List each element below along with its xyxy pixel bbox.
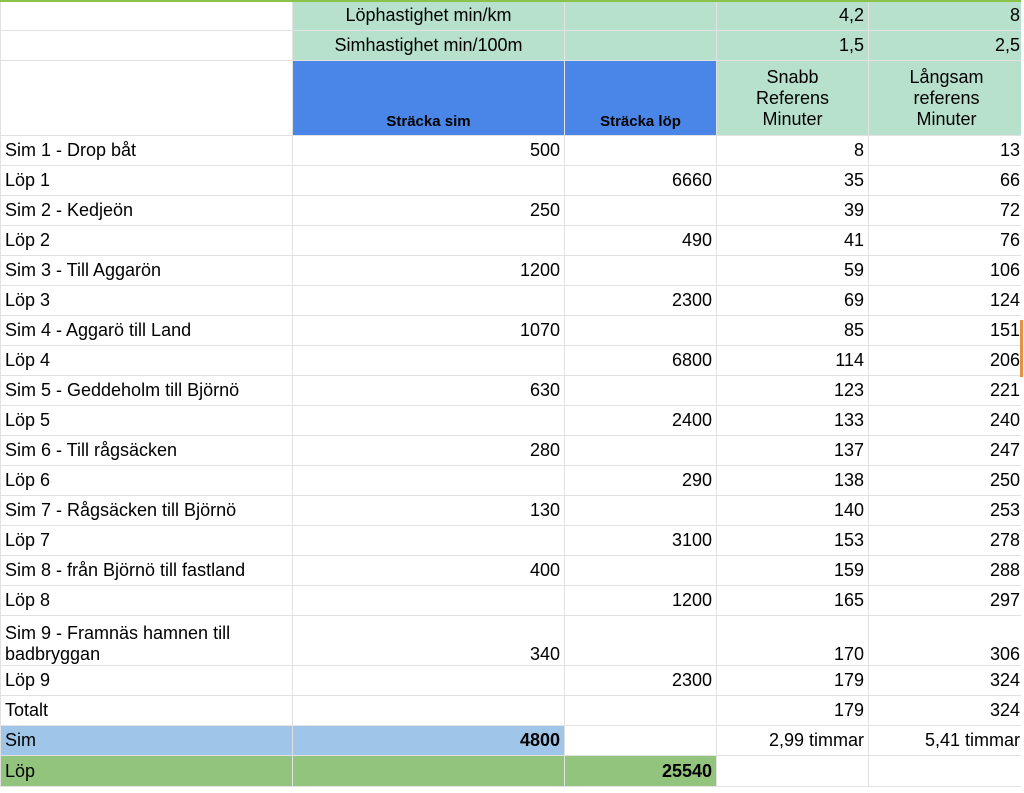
fast-minutes-cell[interactable]: 179 [717,666,869,696]
run-distance-cell[interactable]: 3100 [565,526,717,556]
slow-minutes-cell[interactable]: 247 [869,436,1024,466]
header-run-distance[interactable]: Sträcka löp [565,61,717,136]
run-distance-cell[interactable]: 490 [565,226,717,256]
leg-name-cell[interactable]: Sim 4 - Aggarö till Land [1,316,293,346]
leg-name-cell[interactable]: Löp 6 [1,466,293,496]
run-speed-label[interactable]: Löphastighet min/km [293,1,565,31]
run-distance-cell[interactable] [565,696,717,726]
header-slow-line-2: referens [913,87,980,108]
leg-name-cell[interactable]: Löp 1 [1,166,293,196]
slow-minutes-cell[interactable]: 253 [869,496,1024,526]
run-distance-cell[interactable] [565,316,717,346]
column-header-row [1,61,1024,136]
slow-minutes-cell[interactable]: 13 [869,136,1024,166]
swim-speed-fast[interactable]: 1,5 [717,31,869,61]
table-row [1,556,1024,586]
leg-name-cell[interactable]: Sim 2 - Kedjeön [1,196,293,226]
swim-distance-cell[interactable]: 1200 [293,256,565,286]
slow-minutes-cell[interactable]: 76 [869,226,1024,256]
cell-blank[interactable] [565,726,717,756]
run-distance-cell[interactable] [565,436,717,466]
slow-minutes-cell[interactable]: 297 [869,586,1024,616]
fast-minutes-cell[interactable]: 39 [717,196,869,226]
swim-distance-cell[interactable] [293,466,565,496]
table-row [1,316,1024,346]
fast-minutes-cell[interactable]: 179 [717,696,869,726]
fast-minutes-cell[interactable]: 133 [717,406,869,436]
cell-blank[interactable] [565,1,717,31]
swim-distance-cell[interactable]: 1070 [293,316,565,346]
slow-minutes-cell[interactable]: 221 [869,376,1024,406]
table-row [1,586,1024,616]
fast-minutes-cell[interactable]: 85 [717,316,869,346]
param-row-run [1,1,1024,31]
cell-blank[interactable] [565,31,717,61]
fast-minutes-cell[interactable]: 8 [717,136,869,166]
fast-minutes-cell[interactable]: 41 [717,226,869,256]
fast-minutes-cell[interactable]: 114 [717,346,869,376]
summary-row-lop [1,756,1024,787]
leg-name-cell[interactable]: Sim 1 - Drop båt [1,136,293,166]
swim-distance-cell[interactable]: 250 [293,196,565,226]
swim-distance-cell[interactable]: 340 [293,616,565,666]
leg-name-cell[interactable]: Sim 9 - Framnäs hamnen till badbryggan [1,616,293,666]
swim-distance-cell[interactable]: 630 [293,376,565,406]
swim-distance-cell[interactable] [293,166,565,196]
run-speed-fast[interactable]: 4,2 [717,1,869,31]
swim-speed-slow[interactable]: 2,5 [869,31,1024,61]
fast-minutes-cell[interactable]: 35 [717,166,869,196]
summary-sim-label[interactable]: Sim [1,726,293,756]
header-fast-line-2: Referens [755,87,830,108]
summary-row-sim [1,726,1024,756]
run-distance-cell[interactable] [565,256,717,286]
run-distance-cell[interactable] [565,376,717,406]
slow-minutes-cell[interactable]: 278 [869,526,1024,556]
fast-minutes-cell[interactable]: 138 [717,466,869,496]
summary-lop-label[interactable]: Löp [1,756,293,787]
slow-minutes-cell[interactable]: 240 [869,406,1024,436]
table-row [1,376,1024,406]
cell-blank[interactable] [1,31,293,61]
leg-name-cell[interactable]: Löp 7 [1,526,293,556]
slow-minutes-cell[interactable]: 124 [869,286,1024,316]
fast-minutes-cell[interactable]: 159 [717,556,869,586]
header-slow-reference[interactable] [869,61,1024,136]
header-fast-reference[interactable] [717,61,869,136]
run-distance-cell[interactable]: 6800 [565,346,717,376]
leg-name-cell[interactable]: Löp 3 [1,286,293,316]
leg-name-cell[interactable]: Totalt [1,696,293,726]
run-speed-slow[interactable]: 8 [869,1,1024,31]
table-row [1,196,1024,226]
leg-name-cell[interactable]: Sim 6 - Till rågsäcken [1,436,293,466]
table-row [1,696,1024,726]
table-row [1,226,1024,256]
header-slow-line-1: Långsam [909,66,984,87]
slow-minutes-cell[interactable]: 72 [869,196,1024,226]
summary-fast-hours[interactable]: 2,99 timmar [717,726,869,756]
run-distance-cell[interactable]: 2300 [565,666,717,696]
leg-name-cell[interactable]: Löp 2 [1,226,293,256]
fast-minutes-cell[interactable]: 153 [717,526,869,556]
cell-blank[interactable] [1,61,293,136]
header-fast-line-1: Snabb [766,66,819,87]
leg-name-cell[interactable]: Löp 5 [1,406,293,436]
swim-distance-cell[interactable] [293,226,565,256]
table-row [1,136,1024,166]
run-distance-cell[interactable]: 6660 [565,166,717,196]
run-distance-cell[interactable] [565,556,717,586]
run-distance-cell[interactable]: 2400 [565,406,717,436]
fast-minutes-cell[interactable]: 170 [717,616,869,666]
run-distance-cell[interactable] [565,496,717,526]
swim-speed-label[interactable]: Simhastighet min/100m [293,31,565,61]
run-distance-cell[interactable] [565,616,717,666]
fast-minutes-cell[interactable]: 165 [717,586,869,616]
table-row [1,526,1024,556]
cell-blank[interactable] [293,756,565,787]
run-distance-cell[interactable]: 1200 [565,586,717,616]
slow-minutes-cell[interactable]: 324 [869,666,1024,696]
slow-minutes-cell[interactable]: 288 [869,556,1024,586]
table-row [1,346,1024,376]
slow-minutes-cell[interactable]: 206 [869,346,1024,376]
fast-minutes-cell[interactable]: 137 [717,436,869,466]
run-distance-cell[interactable] [565,196,717,226]
table-row [1,436,1024,466]
run-distance-cell[interactable] [565,136,717,166]
slow-minutes-cell[interactable]: 106 [869,256,1024,286]
swim-distance-cell[interactable] [293,586,565,616]
swim-distance-cell[interactable] [293,666,565,696]
run-distance-cell[interactable]: 2300 [565,286,717,316]
swim-distance-cell[interactable] [293,696,565,726]
table-row [1,466,1024,496]
swim-distance-cell[interactable] [293,286,565,316]
run-distance-cell[interactable]: 290 [565,466,717,496]
cell-blank[interactable] [869,756,1024,787]
header-swim-distance[interactable]: Sträcka sim [293,61,565,136]
table-row [1,496,1024,526]
table-row [1,286,1024,316]
swim-distance-cell[interactable]: 500 [293,136,565,166]
slow-minutes-cell[interactable]: 66 [869,166,1024,196]
swim-distance-cell[interactable] [293,406,565,436]
swim-distance-cell[interactable]: 280 [293,436,565,466]
summary-slow-hours[interactable]: 5,41 timmar [869,726,1024,756]
leg-name-cell[interactable]: Sim 3 - Till Aggarön [1,256,293,286]
fast-minutes-cell[interactable]: 59 [717,256,869,286]
swim-distance-cell[interactable]: 130 [293,496,565,526]
fast-minutes-cell[interactable]: 140 [717,496,869,526]
param-row-swim [1,31,1024,61]
table-row [1,256,1024,286]
header-slow-line-3: Minuter [916,108,977,129]
slow-minutes-cell[interactable]: 324 [869,696,1024,726]
leg-name-cell[interactable]: Löp 8 [1,586,293,616]
leg-name-cell[interactable]: Sim 7 - Rågsäcken till Björnö [1,496,293,526]
fast-minutes-cell[interactable]: 123 [717,376,869,406]
summary-sim-total[interactable]: 4800 [293,726,565,756]
fast-minutes-cell[interactable]: 69 [717,286,869,316]
cell-blank[interactable] [1,1,293,31]
table-row [1,166,1024,196]
swim-distance-cell[interactable] [293,526,565,556]
slow-minutes-cell[interactable]: 306 [869,616,1024,666]
header-fast-line-3: Minuter [762,108,823,129]
table-row [1,666,1024,696]
summary-lop-total[interactable]: 25540 [565,756,717,787]
leg-name-cell[interactable]: Sim 5 - Geddeholm till Björnö [1,376,293,406]
leg-name-cell[interactable]: Löp 4 [1,346,293,376]
table-row [1,406,1024,436]
leg-name-cell[interactable]: Sim 8 - från Björnö till fastland [1,556,293,586]
sheet-top-border [0,0,1024,2]
slow-minutes-cell[interactable]: 151 [869,316,1024,346]
table-row [1,616,1024,666]
slow-minutes-cell[interactable]: 250 [869,466,1024,496]
collaborator-cursor-marker [1020,320,1023,377]
swim-distance-cell[interactable] [293,346,565,376]
leg-name-cell[interactable]: Löp 9 [1,666,293,696]
cell-blank[interactable] [717,756,869,787]
swim-distance-cell[interactable]: 400 [293,556,565,586]
